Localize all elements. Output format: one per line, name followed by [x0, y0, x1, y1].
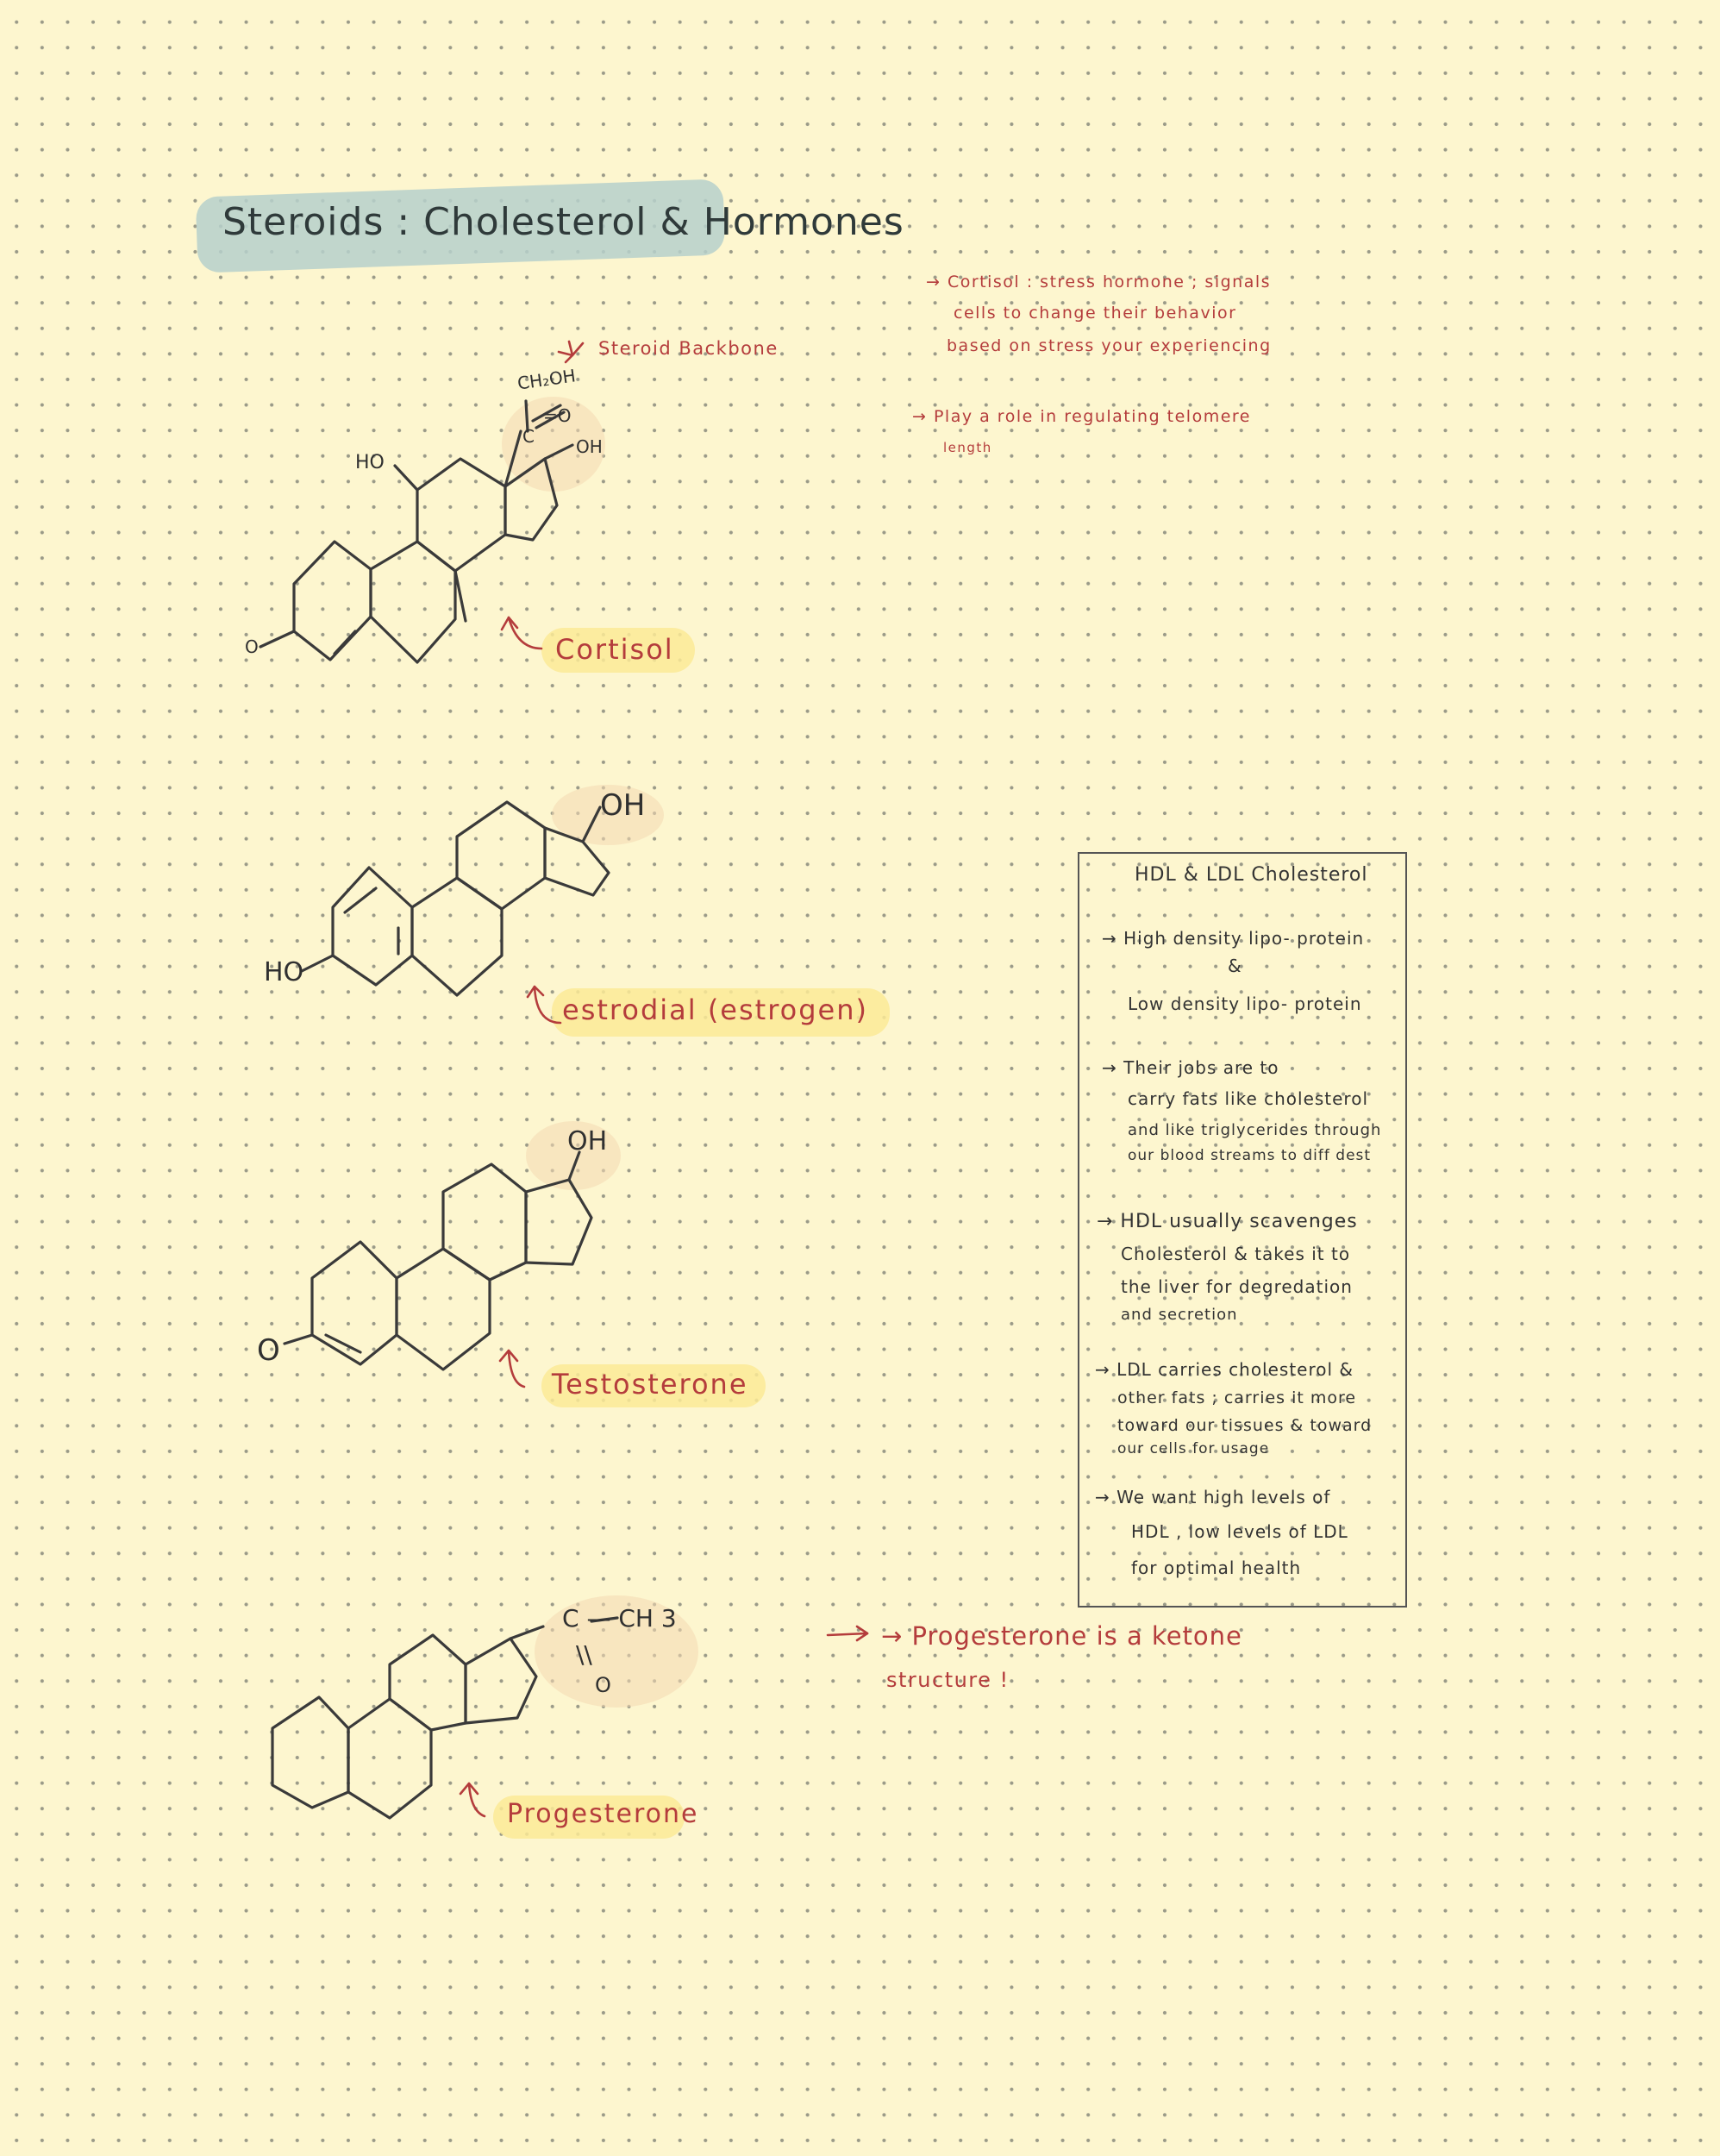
box-line: &: [1228, 956, 1242, 976]
cortisol-ch2oh: CH₂OH: [516, 365, 578, 394]
box-heading: HDL & LDL Cholesterol: [1135, 864, 1368, 886]
cortisol-note-line-2: cells to change their behavior: [954, 304, 1237, 323]
box-line: toward our tissues & toward: [1117, 1416, 1373, 1435]
estradiol-label: estrodial (estrogen): [562, 993, 868, 1026]
cortisol-c: C: [522, 426, 535, 447]
box-line: the liver for degredation: [1121, 1276, 1353, 1297]
box-line: → Their jobs are to: [1102, 1057, 1279, 1078]
box-line: → High density lipo- protein: [1102, 928, 1365, 949]
box-line: → We want high levels of: [1095, 1487, 1331, 1507]
cortisol-note-line-1: → Cortisol : stress hormone ; signals: [926, 273, 1272, 291]
box-line: and like triglycerides through: [1128, 1121, 1382, 1139]
telomere-note-line-2: length: [943, 440, 992, 455]
cortisol-note-line-3: based on stress your experiencing: [947, 336, 1272, 355]
page-title: Steroids : Cholesterol & Hormones: [222, 200, 904, 244]
box-line: HDL , low levels of LDL: [1131, 1521, 1348, 1542]
estradiol-ho: HO: [264, 957, 304, 987]
cortisol-eq-o: =O: [543, 405, 572, 426]
progesterone-structure: [272, 1618, 617, 1818]
box-line: Low density lipo- protein: [1128, 993, 1362, 1014]
testosterone-label: Testosterone: [552, 1368, 748, 1401]
progesterone-label: Progesterone: [507, 1799, 699, 1829]
progesterone-double-bond: \\: [576, 1640, 592, 1669]
box-line: other fats ; carries it more: [1117, 1388, 1357, 1407]
estradiol-oh: OH: [600, 788, 646, 823]
box-line: for optimal health: [1131, 1557, 1302, 1578]
estradiol-structure: [302, 802, 609, 995]
cortisol-oh: OH: [576, 436, 603, 457]
progesterone-c-ch3: C — CH 3: [562, 1604, 677, 1633]
cortisol-o: O: [245, 636, 259, 657]
box-line: and secretion: [1121, 1306, 1238, 1324]
box-line: → LDL carries cholesterol &: [1095, 1359, 1354, 1380]
box-line: carry fats like cholesterol: [1128, 1088, 1369, 1109]
box-line: → HDL usually scavenges: [1097, 1211, 1358, 1232]
testosterone-o: O: [257, 1333, 280, 1368]
steroid-backbone-annotation: Steroid Backbone: [598, 338, 779, 359]
box-line: our cells for usage: [1117, 1440, 1270, 1457]
progesterone-o: O: [595, 1673, 611, 1697]
hdl-ldl-box: [1078, 852, 1407, 1608]
progesterone-note-line-1: → Progesterone is a ketone: [881, 1621, 1242, 1651]
cortisol-ho: HO: [355, 452, 385, 473]
box-line: our blood streams to diff dest: [1128, 1147, 1372, 1164]
arrow-icon: [460, 342, 867, 1816]
progesterone-note-line-2: structure !: [886, 1668, 1010, 1692]
telomere-note-line-1: → Play a role in regulating telomere: [912, 407, 1251, 426]
cortisol-label: Cortisol: [555, 633, 674, 666]
box-line: Cholesterol & takes it to: [1121, 1244, 1351, 1264]
testosterone-oh: OH: [567, 1126, 608, 1156]
testosterone-structure: [285, 1152, 591, 1369]
